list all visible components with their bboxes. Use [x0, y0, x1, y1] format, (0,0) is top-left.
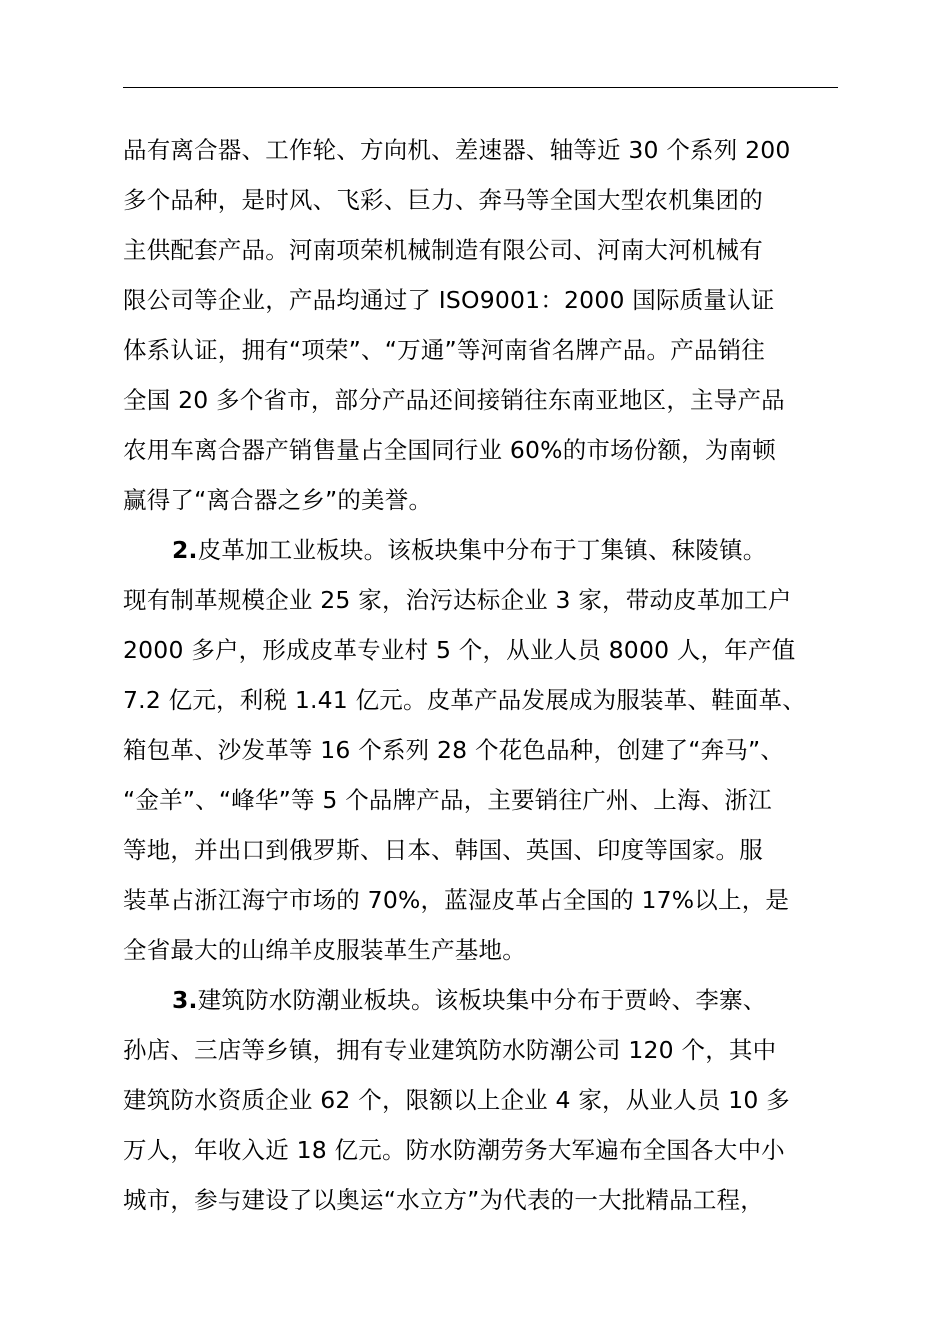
paragraph-3-line-3: 建筑防水资质企业 62 个，限额以上企业 4 家，从业人员 10 多	[123, 1086, 790, 1114]
paragraph-1-line-1: 品有离合器、工作轮、方向机、差速器、轴等近 30 个系列 200	[123, 136, 791, 164]
paragraph-3-line-4: 万人，年收入近 18 亿元。防水防潮劳务大军遍布全国各大中小	[123, 1136, 785, 1164]
paragraph-2-number: 2.	[172, 536, 198, 564]
paragraph-2-line-2: 现有制革规模企业 25 家，治污达标企业 3 家，带动皮革加工户	[123, 586, 792, 614]
paragraph-1-line-4: 限公司等企业，产品均通过了 ISO9001：2000 国际质量认证	[123, 286, 775, 314]
paragraph-2-line-7: 等地，并出口到俄罗斯、日本、韩国、英国、印度等国家。服	[123, 836, 763, 864]
paragraph-2-heading-text: 皮革加工业板块。该板块集中分布于丁集镇、秣陵镇。	[197, 536, 767, 564]
paragraph-2-line-1	[172, 535, 767, 565]
paragraph-2-line-6: “金羊”、“峰华”等 5 个品牌产品，主要销往广州、上海、浙江	[123, 786, 772, 814]
paragraph-3-line-1	[172, 985, 767, 1015]
paragraph-1-line-7: 农用车离合器产销售量占全国同行业 60%的市场份额，为南顿	[123, 436, 777, 464]
paragraph-3-number: 3.	[172, 986, 198, 1014]
paragraph-3-line-2: 孙店、三店等乡镇，拥有专业建筑防水防潮公司 120 个，其中	[123, 1036, 777, 1064]
paragraph-2-line-8: 装革占浙江海宁市场的 70%，蓝湿皮革占全国的 17%以上，是	[123, 886, 790, 914]
paragraph-2-line-4: 7.2 亿元，利税 1.41 亿元。皮革产品发展成为服装革、鞋面革、	[123, 686, 806, 714]
paragraph-1-line-2: 多个品种，是时风、飞彩、巨力、奔马等全国大型农机集团的	[123, 186, 763, 214]
paragraph-1-line-5: 体系认证，拥有“项荣”、“万通”等河南省名牌产品。产品销往	[123, 336, 765, 364]
paragraph-2-line-9: 全省最大的山绵羊皮服装革生产基地。	[123, 936, 526, 964]
paragraph-2-line-3: 2000 多户，形成皮革专业村 5 个，从业人员 8000 人，年产值	[123, 636, 796, 664]
paragraph-3-heading-text: 建筑防水防潮业板块。该板块集中分布于贾岭、李寨、	[197, 986, 767, 1014]
paragraph-1-line-6: 全国 20 多个省市，部分产品还间接销往东南亚地区，主导产品	[123, 386, 785, 414]
header-rule	[123, 87, 838, 88]
paragraph-1-line-3: 主供配套产品。河南项荣机械制造有限公司、河南大河机械有	[123, 236, 763, 264]
paragraph-1-line-8: 赢得了“离合器之乡”的美誉。	[123, 486, 433, 514]
paragraph-2-line-5: 箱包革、沙发革等 16 个系列 28 个花色品种，创建了“奔马”、	[123, 736, 785, 764]
paragraph-3-line-5: 城市，参与建设了以奥运“水立方”为代表的一大批精品工程，	[123, 1186, 764, 1214]
